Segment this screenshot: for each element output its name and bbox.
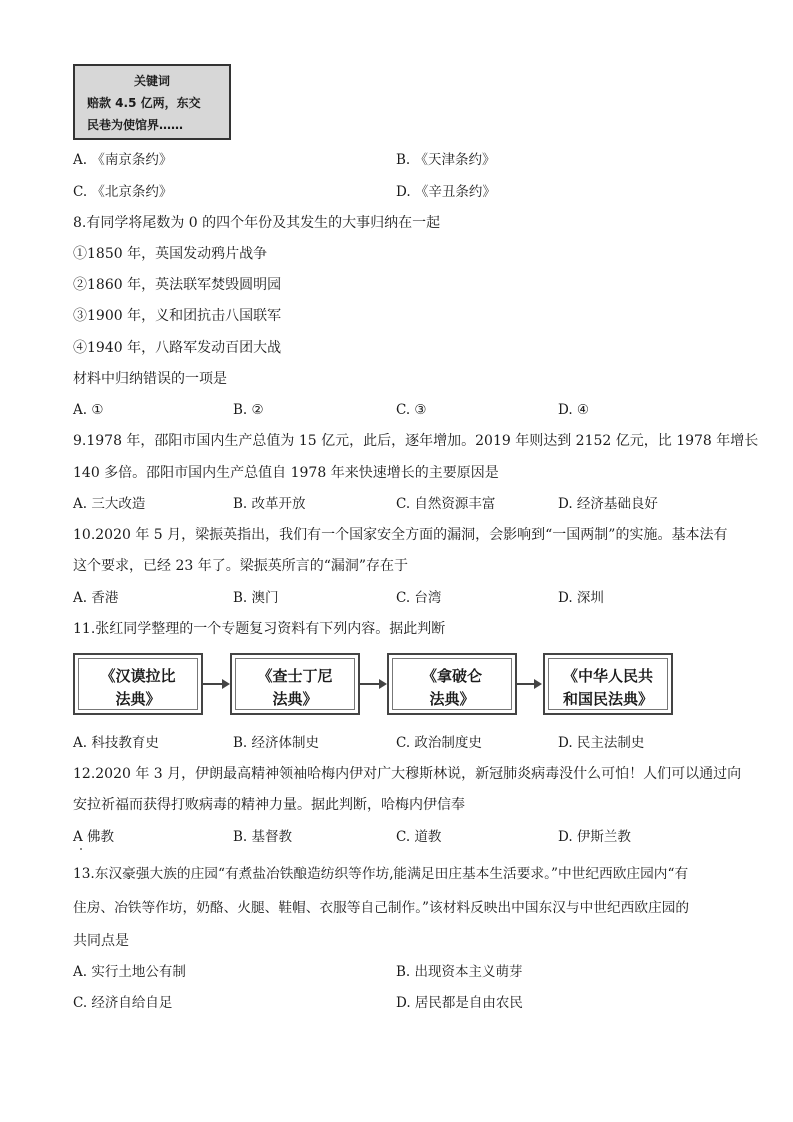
q13-option-a: A. 实行土地公有制 <box>73 964 186 980</box>
keyword-box-line-2: 民巷为使馆界…… <box>87 118 184 132</box>
q10-option-d: D. 深圳 <box>558 590 604 606</box>
flow-box-3-line-1: 《拿破仑 <box>421 667 482 685</box>
q11-option-d: D. 民主法制史 <box>558 735 645 751</box>
q8-stem: 8.有同学将尾数为 0 的四个年份及其发生的大事归纳在一起 <box>73 215 441 231</box>
q8-item-2: ②1860 年，英法联军焚毁圆明园 <box>73 277 282 293</box>
q9-option-d: D. 经济基础良好 <box>558 496 658 512</box>
q7-option-c: C. 《北京条约》 <box>73 184 173 200</box>
q7-option-d: D. 《辛丑条约》 <box>396 184 496 200</box>
flow-arrowhead-3 <box>534 679 542 689</box>
flow-box-3 <box>387 653 517 715</box>
q8-option-a: A. ① <box>73 402 104 418</box>
flow-box-2-line-1: 《查士丁尼 <box>257 667 333 685</box>
q13-stem-line-3: 共同点是 <box>73 933 129 949</box>
q8-item-1: ①1850 年，英国发动鸦片战争 <box>73 246 268 262</box>
keyword-box <box>73 64 231 140</box>
q11-option-b: B. 经济体制史 <box>233 735 320 751</box>
q13-stem-line-2: 住房、冶铁等作坊，奶酪、火腿、鞋帽、衣服等自己制作。”该材料反映出中国东汉与中世纪西欧庄园的 <box>73 900 690 916</box>
q13-option-b: B. 出现资本主义萌芽 <box>396 964 523 980</box>
q10-option-b: B. 澳门 <box>233 590 279 606</box>
q9-stem-line-2: 140 多倍。邵阳市国内生产总值自 1978 年来快速增长的主要原因是 <box>73 465 499 481</box>
stray-dot <box>80 848 82 850</box>
flow-arrow-2 <box>360 683 380 685</box>
q11-stem: 11.张红同学整理的一个专题复习资料有下列内容。据此判断 <box>73 621 446 637</box>
q8-item-3: ③1900 年，义和团抗击八国联军 <box>73 308 282 324</box>
q12-option-c: C. 道教 <box>396 829 442 845</box>
q9-option-b: B. 改革开放 <box>233 496 306 512</box>
q12-stem-line-2: 安拉祈福而获得打败病毒的精神力量。据此判断，哈梅内伊信奉 <box>73 797 465 813</box>
q12-option-a: A 佛教 <box>73 829 115 845</box>
q8-option-d: D. ④ <box>558 402 590 418</box>
q8-question: 材料中归纳错误的一项是 <box>73 371 227 387</box>
q10-stem-line-2: 这个要求，已经 23 年了。梁振英所言的“漏洞”存在于 <box>73 558 409 574</box>
q8-item-4: ④1940 年，八路军发动百团大战 <box>73 340 282 356</box>
q13-option-d: D. 居民都是自由农民 <box>396 995 523 1011</box>
keyword-box-title: 关键词 <box>133 74 170 88</box>
flow-arrow-1 <box>203 683 223 685</box>
flow-box-3-line-2: 法典》 <box>429 690 475 708</box>
flow-box-2 <box>230 653 360 715</box>
q9-option-a: A. 三大改造 <box>73 496 146 512</box>
q8-option-c: C. ③ <box>396 402 427 418</box>
flow-box-2-line-2: 法典》 <box>272 690 318 708</box>
q7-option-a: A. 《南京条约》 <box>73 152 173 168</box>
flow-box-4-line-2: 和国民法典》 <box>562 690 653 708</box>
q7-option-b: B. 《天津条约》 <box>396 152 496 168</box>
flow-arrowhead-1 <box>222 679 230 689</box>
q12-option-d: D. 伊斯兰教 <box>558 829 631 845</box>
q13-option-c: C. 经济自给自足 <box>73 995 173 1011</box>
flow-arrowhead-2 <box>379 679 387 689</box>
q10-option-a: A. 香港 <box>73 590 119 606</box>
flow-box-4-line-1: 《中华人民共 <box>562 667 653 685</box>
flow-box-1 <box>73 653 203 715</box>
q8-option-b: B. ② <box>233 402 264 418</box>
q9-stem-line-1: 9.1978 年，邵阳市国内生产总值为 15 亿元，此后，逐年增加。2019 年则达到 2152 亿元，比 1978 年增长 <box>73 433 759 449</box>
q12-option-b: B. 基督教 <box>233 829 293 845</box>
flow-box-1-line-2: 法典》 <box>115 690 161 708</box>
q11-option-c: C. 政治制度史 <box>396 735 482 751</box>
q10-option-c: C. 台湾 <box>396 590 442 606</box>
q13-stem-line-1: 13.东汉豪强大族的庄园“有煮盐冶铁酿造纺织等作坊,能满足田庄基本生活要求。”中世纪西欧庄园内“有 <box>73 866 689 882</box>
flow-box-4 <box>543 653 673 715</box>
q9-option-c: C. 自然资源丰富 <box>396 496 496 512</box>
q11-option-a: A. 科技教育史 <box>73 735 159 751</box>
keyword-box-line-1: 赔款 4.5 亿两，东交 <box>87 96 201 110</box>
q10-stem-line-1: 10.2020 年 5 月，梁振英指出，我们有一个国家安全方面的漏洞，会影响到“一国两制”的实施。基本法有 <box>73 527 728 543</box>
flow-box-1-line-1: 《汉谟拉比 <box>100 667 176 685</box>
q12-stem-line-1: 12.2020 年 3 月，伊朗最高精神领袖哈梅内伊对广大穆斯林说，新冠肺炎病毒没什么可怕！人们可以通过向 <box>73 766 742 782</box>
